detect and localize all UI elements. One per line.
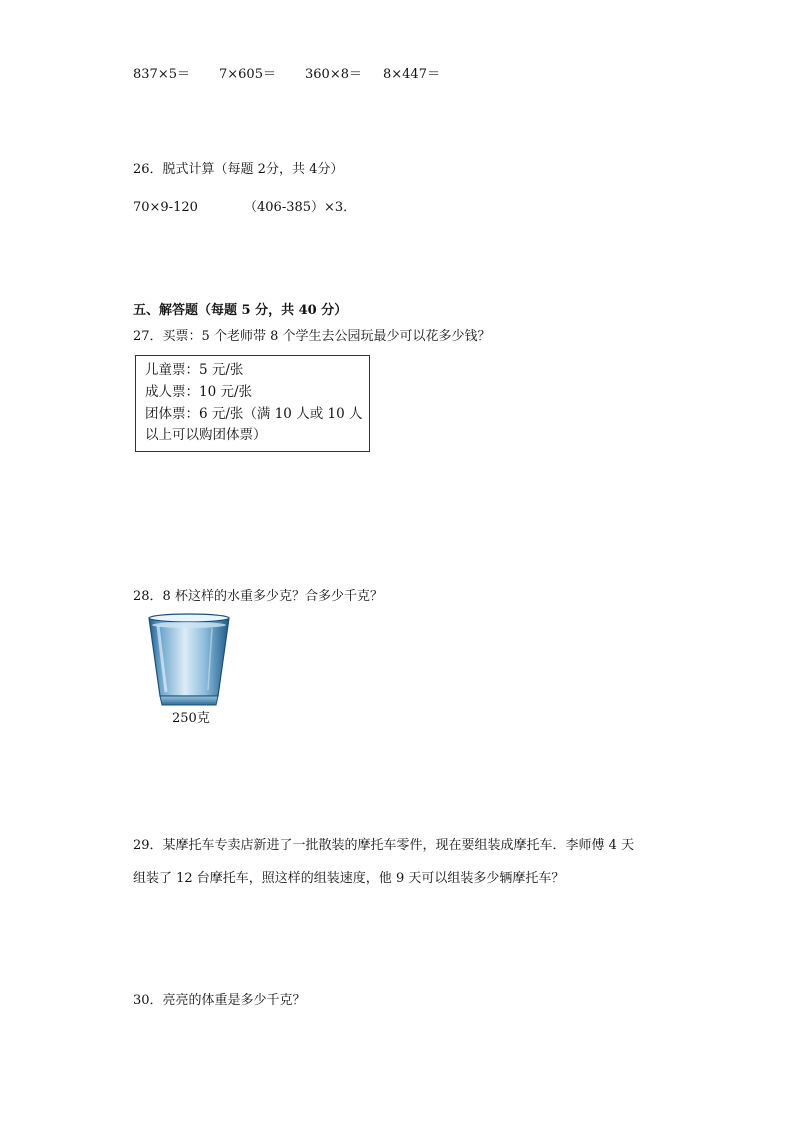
q28-question: 28．8 杯这样的水重多少克？合多少千克？	[133, 589, 383, 604]
q26-expression-1: 70×9-120	[133, 200, 198, 215]
calc-expression-3: 360×8＝	[305, 67, 362, 82]
ticket-line-group: 团体票：6 元/张（满 10 人或 10 人	[145, 406, 363, 422]
ticket-line-child: 儿童票：5 元/张	[145, 362, 244, 378]
calc-expression-4: 8×447＝	[383, 67, 440, 82]
ticket-line-group-note: 以上可以购团体票）	[145, 427, 267, 443]
q30-question: 30．亮亮的体重是多少千克？	[133, 993, 306, 1008]
water-glass-image	[146, 612, 232, 708]
q29-question-line-2: 组装了 12 台摩托车，照这样的组装速度，他 9 天可以组装多少辆摩托车？	[133, 871, 565, 886]
calc-expression-2: 7×605＝	[219, 67, 276, 82]
q29-question-line-1: 29．某摩托车专卖店新进了一批散装的摩托车零件，现在要组装成摩托车．李师傅 4 天	[133, 838, 635, 853]
calc-expression-1: 837×5＝	[133, 67, 190, 82]
ticket-line-adult: 成人票：10 元/张	[145, 384, 253, 400]
glass-weight-label: 250克	[172, 711, 210, 726]
section-5-heading: 五、解答题（每题 5 分，共 40 分）	[133, 303, 348, 318]
ticket-price-box	[135, 355, 370, 452]
q26-expression-2: （406-385）×3．	[244, 200, 357, 215]
q26-heading: 26．脱式计算（每题 2分，共 4分）	[133, 162, 344, 177]
q27-question: 27．买票：5 个老师带 8 个学生去公园玩最少可以花多少钱？	[133, 329, 491, 344]
